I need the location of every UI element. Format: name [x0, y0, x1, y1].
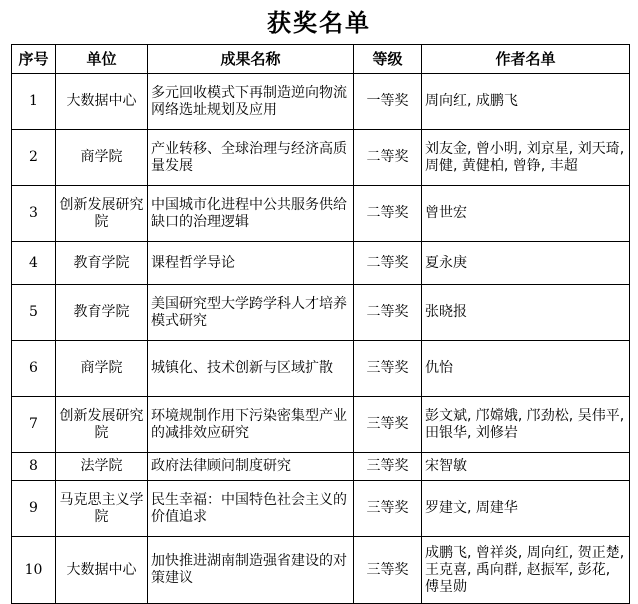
- cell-no: 3: [12, 186, 56, 242]
- cell-authors: 彭文斌, 邝嫦娥, 邝劲松, 吴伟平, 田银华, 刘修岩: [422, 397, 630, 453]
- cell-level: 三等奖: [354, 341, 422, 397]
- cell-authors: 曾世宏: [422, 186, 630, 242]
- table-row: [12, 341, 630, 397]
- cell-level: 三等奖: [354, 397, 422, 453]
- cell-unit: 创新发展研究院: [56, 397, 148, 453]
- cell-authors: 成鹏飞, 曾祥炎, 周向红, 贺正楚, 王克喜, 禹向群, 赵振军, 彭花, 傅呈勋: [422, 537, 630, 604]
- table-row: [12, 242, 630, 285]
- cell-no: 2: [12, 130, 56, 186]
- cell-unit: 商学院: [56, 130, 148, 186]
- cell-level: 一等奖: [354, 74, 422, 130]
- table-row: [12, 537, 630, 604]
- header-row: [12, 45, 630, 74]
- page-title: 获奖名单: [267, 8, 371, 37]
- cell-unit: 法学院: [56, 453, 148, 481]
- table-row: [12, 453, 630, 481]
- cell-title: 环境规制作用下污染密集型产业的减排效应研究: [148, 397, 354, 453]
- cell-title: 城镇化、技术创新与区域扩散: [148, 341, 354, 397]
- cell-no: 4: [12, 242, 56, 285]
- cell-unit: 大数据中心: [56, 74, 148, 130]
- award-table: [11, 44, 630, 604]
- table-row: [12, 397, 630, 453]
- header-unit: 单位: [56, 45, 148, 74]
- cell-level: 三等奖: [354, 453, 422, 481]
- cell-title: 多元回收模式下再制造逆向物流网络选址规划及应用: [148, 74, 354, 130]
- cell-authors: 刘友金, 曾小明, 刘京星, 刘天琦, 周健, 黄健柏, 曾铮, 丰超: [422, 130, 630, 186]
- cell-unit: 商学院: [56, 341, 148, 397]
- cell-authors: 罗建文, 周建华: [422, 481, 630, 537]
- table-row: [12, 481, 630, 537]
- cell-authors: 夏永庚: [422, 242, 630, 285]
- cell-no: 6: [12, 341, 56, 397]
- cell-no: 7: [12, 397, 56, 453]
- header-no: 序号: [12, 45, 56, 74]
- cell-level: 二等奖: [354, 186, 422, 242]
- cell-title: 民生幸福：中国特色社会主义的价值追求: [148, 481, 354, 537]
- cell-title: 课程哲学导论: [148, 242, 354, 285]
- table-row: [12, 74, 630, 130]
- table-row: [12, 130, 630, 186]
- cell-level: 三等奖: [354, 537, 422, 604]
- header-level: 等级: [354, 45, 422, 74]
- cell-unit: 创新发展研究院: [56, 186, 148, 242]
- cell-title: 加快推进湖南制造强省建设的对策建议: [148, 537, 354, 604]
- cell-title: 美国研究型大学跨学科人才培养模式研究: [148, 285, 354, 341]
- cell-no: 10: [12, 537, 56, 604]
- cell-unit: 大数据中心: [56, 537, 148, 604]
- cell-level: 二等奖: [354, 285, 422, 341]
- cell-title: 中国城市化进程中公共服务供给缺口的治理逻辑: [148, 186, 354, 242]
- cell-no: 8: [12, 453, 56, 481]
- cell-no: 5: [12, 285, 56, 341]
- cell-title: 政府法律顾问制度研究: [148, 453, 354, 481]
- cell-title: 产业转移、全球治理与经济高质量发展: [148, 130, 354, 186]
- cell-unit: 教育学院: [56, 285, 148, 341]
- header-title: 成果名称: [148, 45, 354, 74]
- cell-level: 二等奖: [354, 242, 422, 285]
- cell-unit: 马克思主义学院: [56, 481, 148, 537]
- cell-no: 1: [12, 74, 56, 130]
- cell-authors: 仇怡: [422, 341, 630, 397]
- cell-authors: 张晓报: [422, 285, 630, 341]
- cell-level: 三等奖: [354, 481, 422, 537]
- cell-level: 二等奖: [354, 130, 422, 186]
- cell-unit: 教育学院: [56, 242, 148, 285]
- header-authors: 作者名单: [422, 45, 630, 74]
- cell-no: 9: [12, 481, 56, 537]
- table-row: [12, 186, 630, 242]
- table-row: [12, 285, 630, 341]
- cell-authors: 宋智敏: [422, 453, 630, 481]
- cell-authors: 周向红, 成鹏飞: [422, 74, 630, 130]
